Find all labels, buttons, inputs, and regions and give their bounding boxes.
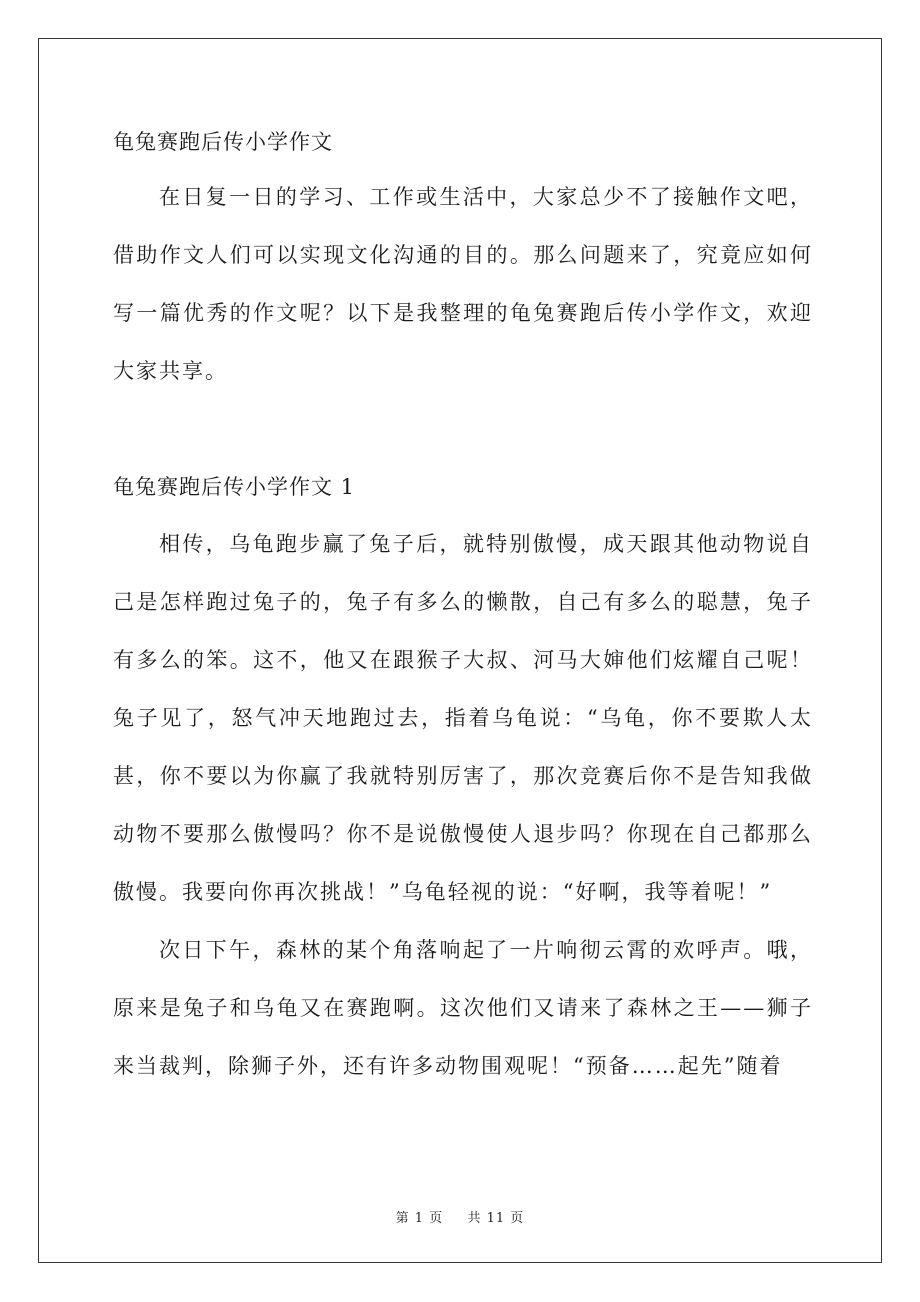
intro-block [113, 168, 813, 400]
section-title-block [113, 465, 813, 515]
document-body [113, 120, 813, 1095]
intro-paragraph: 在日复一日的学习、工作或生活中，大家总少不了接触作文吧，借助作文人们可以实现文化沟通的目的。那么问题来了，究竟应如何写一篇优秀的作文呢？以下是我整理的龟兔赛跑后传小学作文，欢迎大家共享。 [113, 185, 813, 383]
document-title-block [113, 120, 813, 166]
page-footer [0, 1207, 920, 1226]
body-paragraph-2: 次日下午，森林的某个角落响起了一片响彻云霄的欢呼声。哦，原来是兔子和乌龟又在赛跑啊。这次他们又请来了森林之王——狮子来当裁判，除狮子外，还有许多动物围观呢！“预备……起先”随着 [113, 938, 813, 1078]
body-paragraph-1: 相传，乌龟跑步赢了兔子后，就特别傲慢，成天跟其他动物说自己是怎样跑过兔子的，兔子有多么的懒散，自己有多么的聪慧，兔子有多么的笨。这不，他又在跟猴子大叔、河马大婶他们炫耀自己呢！兔子见了，怒气冲天地跑过去，指着乌龟说：“乌龟，你不要欺人太甚，你不要以为你赢了我就特别厉害了，那次竞赛后你不是告知我做动物不要那么傲慢吗？你不是说傲慢使人退步吗？你现在自己都那么傲慢。我要向你再次挑战！”乌龟轻视的说：“好啊，我等着呢！” [113, 532, 813, 904]
page-number: 第 1 页 [395, 1211, 444, 1226]
section-title: 龟兔赛跑后传小学作文 1 [113, 475, 356, 499]
document-title: 龟兔赛跑后传小学作文 [113, 130, 333, 154]
page-total: 共 11 页 [467, 1211, 525, 1226]
